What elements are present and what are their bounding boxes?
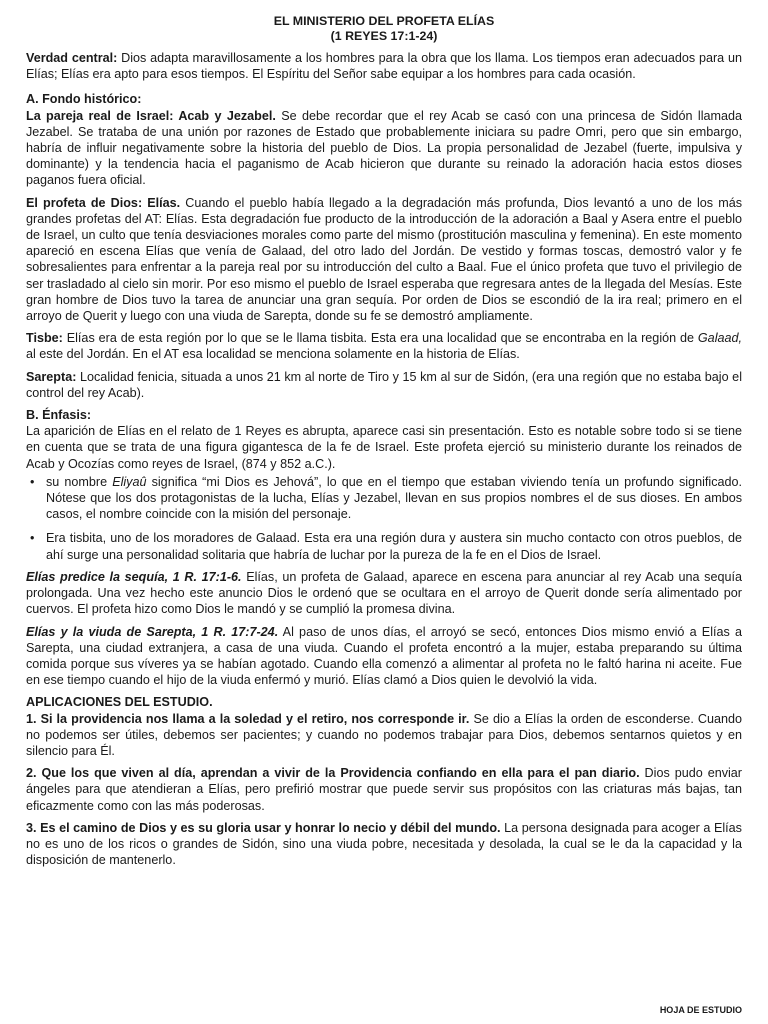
tisbe-text-b: al este del Jordán. En el AT esa localidad se menciona solamente en la historia de Elías. <box>26 347 520 362</box>
sarepta-paragraph <box>26 369 742 401</box>
bullet1-italic: Eliyaû <box>112 474 147 489</box>
enfasis-bullet-list <box>26 474 742 563</box>
bullet2-text: Era tisbita, uno de los moradores de Galaad. Esta era una región dura y austera sin mucho contacto con otros pueblos, de ahí surge una personalidad solitaria que habría de luchar por la pureza de la fe en el Dios de Israel. <box>46 531 742 562</box>
aplicacion-1-text: Se dio a Elías la orden de esconderse. Cuando no podemos ser útiles, debemos ser pacientes; y cuando no podemos trabajar para Dios, debemos sentarnos quietos y en silencio para Él. <box>26 711 743 758</box>
document-subtitle: (1 REYES 17:1-24) <box>330 29 438 43</box>
enfasis-intro: La aparición de Elías en el relato de 1 Reyes es abrupta, aparece casi sin presentación. Esto es notable sobre todo si se tiene en cuenta que se trata de una figura gigantesca de la fe de Israel. Este profeta ejerció su ministerio durante los reinados de Acab y Ocozías como reyes de Israel, (874 y 852 a.C.). <box>26 424 742 471</box>
verdad-central-paragraph <box>26 50 742 82</box>
aplicacion-2-text: Dios pudo enviar ángeles para que atendieran a Elías, pero prefirió mostrar que puede servir sus propósitos con las criaturas más bajas, tan eficazmente como con las más poderosas. <box>26 766 742 813</box>
viuda-label: Elías y la viuda de Sarepta, 1 R. 17:7-24. <box>26 624 279 639</box>
profeta-paragraph <box>26 195 742 325</box>
profeta-label: El profeta de Dios: Elías. <box>26 195 181 210</box>
bullet-icon: • <box>30 531 35 546</box>
tisbe-italic: Galaad, <box>697 331 742 346</box>
aplicacion-1-paragraph <box>26 711 742 760</box>
aplicacion-3-paragraph <box>26 820 742 869</box>
aplicacion-3-text: La persona designada para acoger a Elías no es uno de los ricos o grandes de Sidón, sino una viuda pobre, necesitada y desolada, la cual se le da la capacidad y la disposición de mantenerlo. <box>26 820 742 868</box>
aplicacion-3-label: 3. Es el camino de Dios y es su gloria usar y honrar lo necio y débil del mundo. <box>26 820 501 835</box>
tisbe-label: Tisbe: <box>26 331 63 346</box>
bullet1-text-a: su nombre <box>46 474 113 489</box>
sequia-label: Elías predice la sequía, 1 R. 17:1-6. <box>26 569 242 584</box>
bullet-icon: • <box>30 474 35 489</box>
sarepta-label: Sarepta: <box>26 369 77 384</box>
profeta-text: Cuando el pueblo había llegado a la degradación más profunda, Dios levantó a uno de los más grandes profetas del AT: Elías. Esta degradación fue producto de la introducción de la adoración a Baal y Asera entre el pueblo de Israel, un culto que tenía desviaciones morales como parte del mismo (prostitución masculina y femenina). En este momento apareció en escena Elías que venía de Galaad, del otro lado del Jordán. De vestido y formas toscas, demostró valor y fe sobresalientes para enfrentar a la pareja real por su introducción del culto a Baal. Fue el único profeta que tuvo el privilegio de ser trasladado al cielo sin morir. Por eso mismo el pueblo de Israel esperaba que regresara antes de la llegada del Mesías. Este gran hombre de Dios tuvo la tarea de anunciar una gran sequía. Por orden de Dios se escondió de la ira real; primero en el arroyo de Querit y luego con una viuda de Sarepta, donde su fe se demostró ampliamente. <box>26 195 742 324</box>
pareja-real-text: Se debe recordar que el rey Acab se casó con una princesa de Sidón llamada Jezabel. Se trataba de una unión por razones de Estado que probablemente iniciara su padre Omri, pero que sin embargo, habría de influir negativamente sobre la historia del pueblo de Dios. La propia personalidad de Jezabel (fuerte, impulsiva y dominante) y la tendencia hacia el paganismo de Acab hicieron que durante su reinado la adoración hacia estos dioses paganos fuera oficial. <box>26 108 742 188</box>
bullet1-text-b: significa “mi Dios es Jehová”, lo que en el tiempo que estaban viviendo tenía un profundo significado. Nótese que los dos protagonistas de la lucha, Elías y Jezabel, llevan en sus propios nombres el de sus dioses. En ambos casos, el nombre coincide con la misión del personaje. <box>46 474 742 522</box>
pareja-real-paragraph <box>26 108 742 189</box>
section-a-heading: A. Fondo histórico: <box>26 92 142 107</box>
page-footer: HOJA DE ESTUDIO <box>659 1004 742 1015</box>
list-item <box>30 530 742 562</box>
verdad-central-label: Verdad central: <box>26 51 118 65</box>
list-item <box>30 474 742 523</box>
pareja-real-label: La pareja real de Israel: Acab y Jezabel. <box>26 108 276 123</box>
document-title: EL MINISTERIO DEL PROFETA ELÍAS <box>273 14 495 28</box>
aplicaciones-heading: APLICACIONES DEL ESTUDIO. <box>26 695 213 710</box>
aplicacion-2-label: 2. Que los que viven al día, aprendan a vivir de la Providencia confiando en ella para el pan diario. <box>26 766 640 781</box>
verdad-central-text: Dios adapta maravillosamente a los hombres para la obra que los llama. Los tiempos eran adecuados para un Elías; Elías era apto para esos tiempos. El Espíritu del Señor sabe equipar a los hombres para cada ocasión. <box>26 51 742 82</box>
sarepta-text: Localidad fenicia, situada a unos 21 km al norte de Tiro y 15 km al sur de Sidón, (era una región que no estaba bajo el control del rey Acab). <box>26 369 742 400</box>
tisbe-text-a: Elías era de esta región por lo que se le llama tisbita. Esta era una localidad que se encontraba en la región de <box>62 331 698 346</box>
sequia-paragraph <box>26 569 742 618</box>
tisbe-paragraph <box>26 330 742 362</box>
aplicacion-1-label: 1. Si la providencia nos llama a la soledad y el retiro, nos corresponde ir. <box>26 711 470 726</box>
aplicacion-2-paragraph <box>26 765 742 814</box>
sequia-text: Elías, un profeta de Galaad, aparece en escena para anunciar al rey Acab una sequía prolongada. Una vez hecho este anuncio Dios le ordenó que se ocultara en el arroyo de Querit donde sería alimentado por cuervos. El profeta hizo como Dios le mandó y se cumplió la promesa divina. <box>26 569 742 617</box>
section-b-heading: B. Énfasis: <box>26 408 92 423</box>
viuda-paragraph <box>26 624 742 689</box>
viuda-text: Al paso de unos días, el arroyó se secó, entonces Dios mismo envió a Elías a Sarepta, una ciudad extranjera, a casa de una viuda. Cuando el profeta encontró a la mujer, estaba preparando su última comida porque sus víveres ya se habían agotado. Cuando ella comenzó a alimentar al profeta no le faltó harina ni aceite. Fue en ese tiempo cuando el hijo de la viuda enfermó y murió. Elías clamó a Dios quien le devolvió la vida. <box>26 624 742 688</box>
